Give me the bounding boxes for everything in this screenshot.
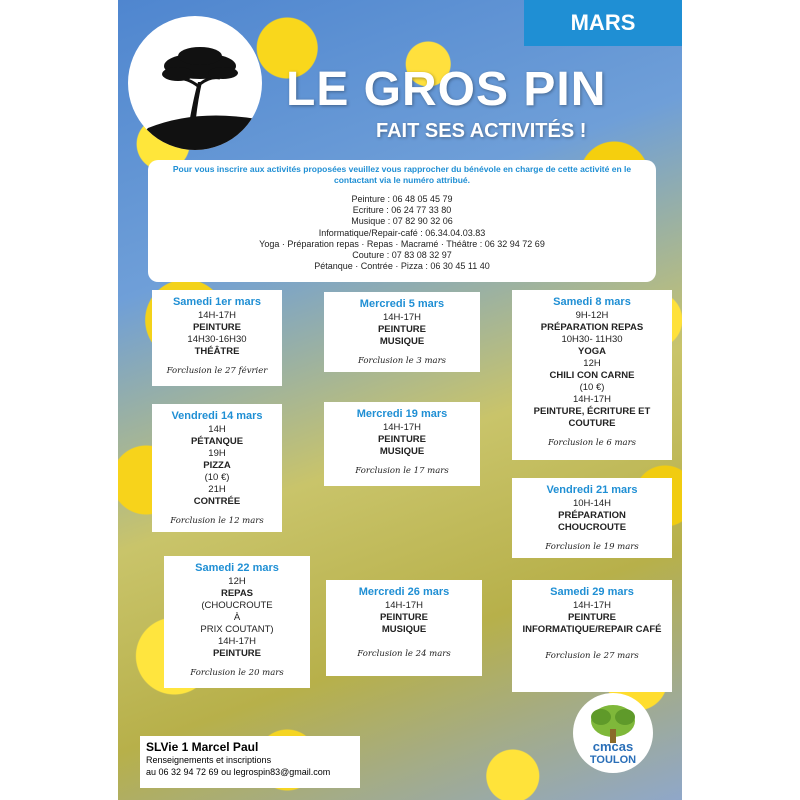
contact-line: Ecriture : 06 24 77 33 80 <box>352 205 452 216</box>
event-activity: PEINTURE INFORMATIQUE/REPAIR CAFÉ <box>522 612 662 635</box>
poster-title: LE GROS PIN <box>286 63 607 116</box>
event-deadline: Forclusion le 24 mars <box>357 649 451 659</box>
event-card-fri-14 <box>152 404 282 532</box>
event-date: Samedi 22 mars <box>195 562 279 574</box>
event-deadline: Forclusion le 17 mars <box>355 466 449 476</box>
event-activity: PEINTURE <box>377 434 427 445</box>
event-activity: REPAS <box>220 588 254 599</box>
event-activity: PRÉPARATION CHOUCROUTE <box>557 510 627 533</box>
footer-contact-box <box>140 736 360 788</box>
event-time: 14H-17H <box>382 422 422 433</box>
contact-line: Couture : 07 83 08 32 97 <box>352 250 452 261</box>
event-activity: YOGA <box>578 346 606 357</box>
event-price: (10 €) <box>579 382 605 393</box>
event-detail: À <box>233 612 241 623</box>
poster <box>118 0 682 800</box>
contact-line: Musique : 07 82 90 32 06 <box>351 216 453 227</box>
event-time: 14H <box>208 424 226 435</box>
event-activity: PEINTURE <box>212 648 262 659</box>
cmcas-toulon-logo <box>573 693 653 773</box>
event-date: Samedi 8 mars <box>553 296 631 308</box>
event-time: 10H-14H <box>572 498 612 509</box>
event-date: Vendredi 14 mars <box>171 410 263 422</box>
event-deadline: Forclusion le 27 février <box>166 366 268 376</box>
contact-text: au 06 32 94 72 69 ou legrospin83@gmail.com <box>146 767 331 777</box>
event-deadline: Forclusion le 19 mars <box>545 542 639 552</box>
event-activity: PEINTURE <box>377 324 427 335</box>
venue-name: SLVie 1 Marcel Paul <box>146 740 259 754</box>
event-activity: CONTRÉE <box>193 496 241 507</box>
event-price: (10 €) <box>204 472 230 483</box>
event-time: 14H-17H <box>572 600 612 611</box>
moon-circle <box>128 16 262 150</box>
event-time: 14H-17H <box>384 600 424 611</box>
contact-line: Peinture : 06 48 05 45 79 <box>351 194 453 204</box>
event-deadline: Forclusion le 3 mars <box>357 356 447 366</box>
registration-info-box <box>148 160 656 282</box>
event-activity: MUSIQUE <box>381 624 427 635</box>
event-time: 14H30-16H30 <box>187 334 247 345</box>
event-deadline: Forclusion le 20 mars <box>190 668 284 678</box>
month-badge: MARS <box>524 0 682 46</box>
event-activity: PEINTURE, ÉCRITURE ET COUTURE <box>533 406 651 429</box>
event-activity: THÉÂTRE <box>194 346 240 357</box>
event-deadline: Forclusion le 6 mars <box>547 438 637 448</box>
contact-line: Yoga · Préparation repas · Repas · Macramé · Théâtre : 06 32 94 72 69 <box>259 238 545 249</box>
event-date: Mercredi 26 mars <box>358 586 450 598</box>
event-card-sat-8 <box>512 290 672 460</box>
event-time: 14H-17H <box>197 310 237 321</box>
event-card-wed-5 <box>324 292 480 372</box>
event-time: 21H <box>208 484 226 495</box>
event-activity: PEINTURE <box>192 322 242 333</box>
event-time: 14H-17H <box>382 312 422 323</box>
event-time: 14H-17H <box>217 636 257 647</box>
event-date: Mercredi 19 mars <box>356 408 448 420</box>
event-time: 9H-12H <box>575 310 609 321</box>
event-deadline: Forclusion le 27 mars <box>545 651 639 661</box>
poster-subtitle: FAIT SES ACTIVITÉS ! <box>376 120 587 142</box>
event-date: Samedi 29 mars <box>550 586 634 598</box>
event-date: Mercredi 5 mars <box>359 298 445 310</box>
event-time: 14H-17H <box>572 394 612 405</box>
event-activity: PRÉPARATION REPAS <box>540 322 644 333</box>
event-card-fri-21 <box>512 478 672 558</box>
event-activity: PEINTURE <box>379 612 429 623</box>
event-detail: (CHOUCROUTE <box>201 600 273 611</box>
event-date: Vendredi 21 mars <box>546 484 638 496</box>
event-time: 12H <box>228 576 246 587</box>
registration-intro: Pour vous inscrire aux activités proposées veuillez vous rapprocher du bénévole en charge de cette activité en le contactant via le numéro attribué. <box>172 164 632 185</box>
event-card-wed-19 <box>324 402 480 486</box>
event-activity: CHILI CON CARNE <box>549 370 635 381</box>
logo-text-top: cmcas <box>592 739 634 754</box>
contact-line: Informatique/Repair-café : 06.34.04.03.83 <box>318 227 486 238</box>
event-card-sat-22 <box>164 556 310 688</box>
event-time: 19H <box>208 448 226 459</box>
event-date: Samedi 1er mars <box>172 296 262 308</box>
logo-text-bottom: TOULON <box>589 754 637 766</box>
event-activity: MUSIQUE <box>379 336 425 347</box>
contact-line: Pétanque · Contrée · Pizza : 06 30 45 11 40 <box>314 261 490 272</box>
event-card-sat-29 <box>512 580 672 692</box>
contact-text: Renseignements et inscriptions <box>146 755 272 765</box>
event-activity: PIZZA <box>203 460 231 471</box>
event-detail: PRIX COUTANT) <box>200 624 274 635</box>
event-time: 12H <box>583 358 601 369</box>
event-card-wed-26 <box>326 580 482 676</box>
event-time: 10H30- 11H30 <box>561 334 623 345</box>
pine-tree-icon <box>128 16 262 150</box>
event-card-sat-1 <box>152 290 282 386</box>
event-deadline: Forclusion le 12 mars <box>170 516 264 526</box>
event-activity: PÉTANQUE <box>190 436 244 447</box>
olive-tree-icon <box>573 693 653 773</box>
event-activity: MUSIQUE <box>379 446 425 457</box>
